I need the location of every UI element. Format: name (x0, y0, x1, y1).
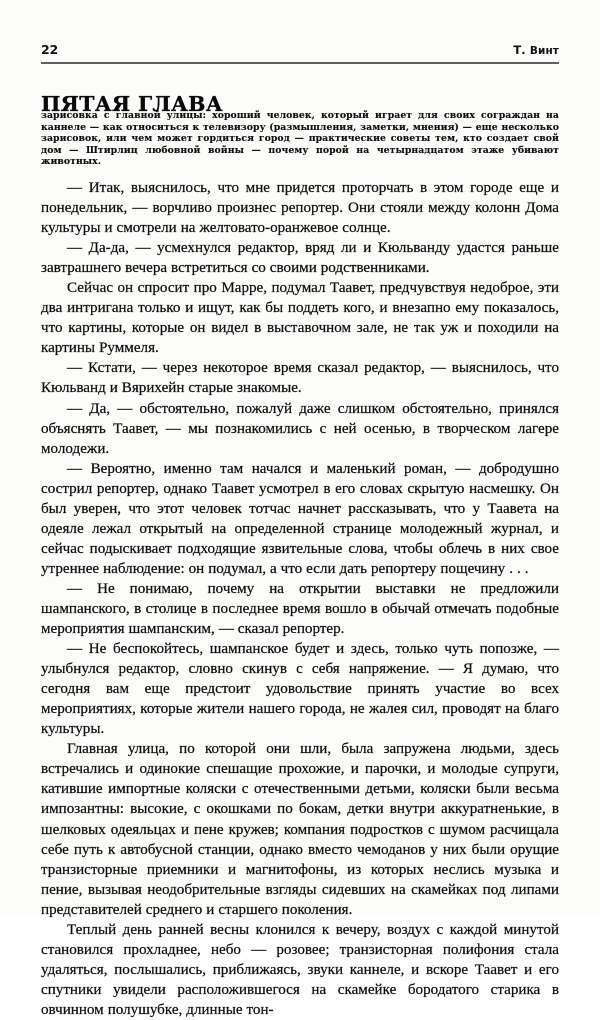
paragraph: Главная улица, по которой они шли, была запружена людьми, здесь встречались и одинокие спешащие прохожие, и парочки, и молодые супруги, катившие импортные коляски с отечественными детьми, коляски были весьма импозантны: высокие, с окошками по бокам, детки внутри аккуратненькие, в шелковых одеяльцах и пене кружев; компания подростков с шумом расчищала себе путь к автобусной станции, однако вместо чемоданов у них были орущие транзисторные приемники и магнитофоны, из которых неслись музыка и пение, вызывая неодобрительные взгляды сидевших на скамейках под липами представителей среднего и старшего поколения. (41, 741, 559, 918)
author-initial: Т. (513, 43, 526, 57)
author-name (513, 43, 559, 57)
paragraph: — Кстати, — через некоторое время сказал редактор, — выяснилось, что Кюльванд и Вярихейн старые знакомые. (41, 360, 559, 397)
paragraph: — Да, — обстоятельно, пожалуй даже слишком обстоятельно, принялся объяснять Таавет, — мы познакомились с ней осенью, в творческом лагере молодежи. (41, 400, 559, 457)
paragraph: — Да-да, — усмехнулся редактор, вряд ли и Кюльванду удастся раньше завтрашнего вечера встретиться со своими родственниками. (41, 240, 559, 277)
body-text (41, 178, 559, 1020)
author-surname: Винт (529, 45, 559, 57)
paragraph: — Вероятно, именно там начался и маленький роман, — добродушно сострил репортер, однако Таавет усмотрел в его словах скрытую насмешку. Он был уверен, что этот человек тотчас начнет рассказывать, что у Таавета на одеяле лежал открытый на определенной странице молодежный журнал, и сейчас подыскивает подходящие язвительные слова, чтобы облечь в них свое утреннее наблюдение: он подумал, а что если дать репортеру пощечину . . . (41, 460, 559, 577)
paragraph: Теплый день ранней весны клонился к вечеру, воздух с каждой минутой становился прохладнее, небо — розовее; транзисторная полифония стала удаляться, послышались, приближаясь, звуки каннеле, и вскоре Таавет и его спутники увидели расположившегося на скамейке бородатого старика в овчинном полушубке, длинные тон- (41, 921, 559, 1018)
paragraph: — Не беспокойтесь, шампанское будет и здесь, только чуть попозже, — улыбнулся редактор, словно скинув с себя напряжение. — Я думаю, что сегодня вам еще предстоит удовольствие принять участие во всех мероприятиях, которые жители нашего города, не жалея сил, проводят на благо культуры. (41, 641, 559, 738)
chapter-title: ПЯТАЯ ГЛАВА (41, 91, 224, 116)
running-head (41, 42, 559, 57)
header-divider (41, 62, 559, 64)
paragraph: — Итак, выяснилось, что мне придется проторчать в этом городе еще и понедельник, — ворчливо произнес репортер. Они стояли между колонн Дома культуры и смотрели на желтовато-оранжевое солнце. (41, 180, 559, 237)
paragraph: — Не понимаю, почему на открытии выставки не предложили шампанского, в столице в последнее время вошло в обычай отмечать подобные мероприятия шампанским, — сказал репортер. (41, 580, 559, 638)
page-number: 22 (41, 42, 58, 57)
chapter-argument: зарисовка с главной улицы: хороший человек, который играет для своих сограждан на каннеле — как относиться к телевизору (размышления, заметки, мнения) — еще несколько зарисовок, или чем может гордиться город — практические советы тем, кто создает свой дом — Штирлиц любовной войны — почему порой на четырнадцатом этаже убивают животных. (41, 110, 559, 168)
paragraph: Сейчас он спросит про Марре, подумал Таавет, предчувствуя недоброе, эти два интригана только и ищут, как бы поддеть кого, и внезапно ему показалось, что картины, которые он видел в выставочном зале, не так уж и походили на картины Руммеля. (41, 280, 559, 357)
